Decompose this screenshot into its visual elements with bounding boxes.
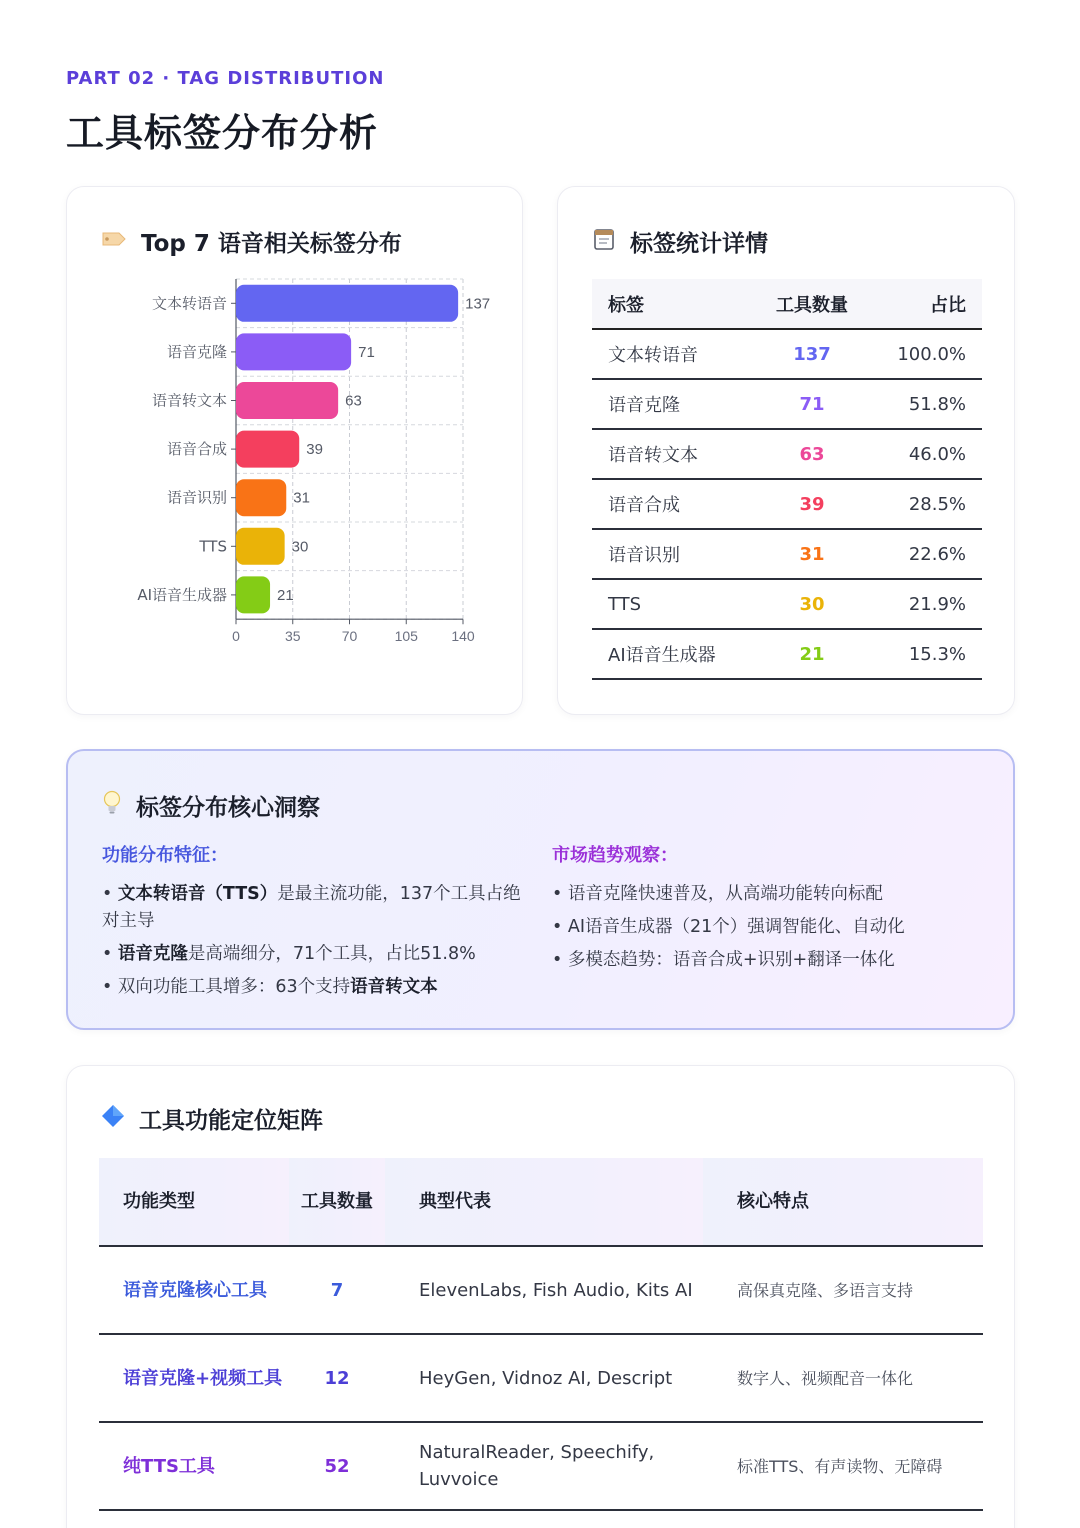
count-cell: 12 <box>289 1334 385 1422</box>
col-header-type: 功能类型 <box>99 1158 289 1246</box>
count-cell: 30 <box>742 579 882 629</box>
diamond-icon <box>101 1104 125 1134</box>
share-cell: 28.5% <box>882 479 982 529</box>
bar <box>236 382 338 419</box>
x-tick-label: 0 <box>232 628 240 645</box>
tag-stats-card <box>557 186 1015 715</box>
count-cell: 137 <box>742 329 882 379</box>
category-label: 文本转语音 <box>151 294 227 313</box>
features-cell: 数字人、视频配音一体化 <box>703 1334 983 1422</box>
value-label: 31 <box>293 489 310 507</box>
x-tick-label: 35 <box>284 628 301 645</box>
section-kicker: PART 02 · TAG DISTRIBUTION <box>66 68 385 89</box>
examples-cell: HeyGen, Vidnoz AI, Descript <box>385 1334 703 1422</box>
col-header-share: 占比 <box>882 279 982 329</box>
insight-right-item: • 多模态趋势：语音合成+识别+翻译一体化 <box>552 950 895 970</box>
col-header-count: 工具数量 <box>742 279 882 329</box>
bar <box>236 576 270 613</box>
share-cell: 22.6% <box>882 529 982 579</box>
x-tick-label: 140 <box>451 628 475 645</box>
bar <box>236 528 285 565</box>
insight-title-text: 标签分布核心洞察 <box>136 795 320 821</box>
share-cell: 100.0% <box>882 329 982 379</box>
insight-left-item: • 文本转语音（TTS）是最主流功能，137个工具占绝对主导 <box>102 884 521 931</box>
table-row <box>592 529 982 579</box>
tag-cell: 语音合成 <box>592 479 742 529</box>
chart-title-text: Top 7 语音相关标签分布 <box>141 231 402 257</box>
matrix-header-row <box>99 1158 983 1246</box>
table-row <box>99 1246 983 1334</box>
tag-distribution-chart-card <box>66 186 523 715</box>
tag-cell: TTS <box>592 579 742 629</box>
clipboard-icon <box>592 227 616 257</box>
count-cell: 21 <box>742 629 882 679</box>
table-row <box>592 429 982 479</box>
stats-header-row <box>592 279 982 329</box>
positioning-matrix-card <box>66 1065 1015 1528</box>
insight-card-title <box>102 789 320 822</box>
insight-right-column <box>552 841 982 980</box>
table-row <box>592 479 982 529</box>
category-label: 语音识别 <box>166 488 227 507</box>
stats-card-title <box>592 225 768 258</box>
count-cell: 63 <box>742 429 882 479</box>
x-tick-label: 105 <box>394 628 418 645</box>
count-cell: 39 <box>742 479 882 529</box>
insight-left-heading: 功能分布特征： <box>102 845 228 866</box>
positioning-matrix-table <box>99 1158 983 1511</box>
bar-chart <box>67 187 524 716</box>
bar <box>236 431 299 468</box>
category-label: 语音合成 <box>166 440 227 459</box>
insight-left-item: • 双向功能工具增多：63个支持语音转文本 <box>102 977 438 997</box>
features-cell: 高保真克隆、多语言支持 <box>703 1246 983 1334</box>
tag-cell: 语音克隆 <box>592 379 742 429</box>
bar <box>236 285 458 322</box>
table-row <box>99 1422 983 1510</box>
table-row <box>592 329 982 379</box>
type-cell: 纯TTS工具 <box>99 1422 289 1510</box>
tag-cell: 语音转文本 <box>592 429 742 479</box>
category-label: 语音克隆 <box>166 342 227 361</box>
type-cell: 语音克隆+视频工具 <box>99 1334 289 1422</box>
matrix-card-title <box>101 1102 323 1135</box>
table-row <box>99 1334 983 1422</box>
bar <box>236 333 351 370</box>
tag-cell: 语音识别 <box>592 529 742 579</box>
bar <box>236 479 286 516</box>
share-cell: 46.0% <box>882 429 982 479</box>
value-label: 30 <box>291 538 309 556</box>
type-cell: 语音克隆核心工具 <box>99 1246 289 1334</box>
matrix-title-text: 工具功能定位矩阵 <box>139 1108 323 1134</box>
value-label: 71 <box>358 343 375 361</box>
value-label: 63 <box>345 392 362 410</box>
page-title: 工具标签分布分析 <box>66 111 379 155</box>
x-tick-label: 70 <box>341 628 358 645</box>
insight-right-item: • AI语音生成器（21个）强调智能化、自动化 <box>552 917 905 937</box>
value-label: 39 <box>306 441 323 459</box>
insight-left-column <box>102 841 532 1007</box>
count-cell: 71 <box>742 379 882 429</box>
col-header-features: 核心特点 <box>703 1158 983 1246</box>
category-label: AI语音生成器 <box>137 585 227 604</box>
examples-cell: ElevenLabs, Fish Audio, Kits AI <box>385 1246 703 1334</box>
category-label: 语音转文本 <box>151 391 227 410</box>
features-cell: 标准TTS、有声读物、无障碍 <box>703 1422 983 1510</box>
table-row <box>592 379 982 429</box>
insight-card <box>66 749 1015 1030</box>
insight-right-heading: 市场趋势观察： <box>552 845 678 866</box>
col-header-count: 工具数量 <box>289 1158 385 1246</box>
count-cell: 7 <box>289 1246 385 1334</box>
col-header-tag: 标签 <box>592 279 742 329</box>
tag-cell: AI语音生成器 <box>592 629 742 679</box>
share-cell: 15.3% <box>882 629 982 679</box>
value-label: 137 <box>465 295 491 313</box>
share-cell: 21.9% <box>882 579 982 629</box>
col-header-examples: 典型代表 <box>385 1158 703 1246</box>
count-cell: 31 <box>742 529 882 579</box>
table-row <box>592 579 982 629</box>
stats-table <box>592 279 982 680</box>
category-label: TTS <box>199 537 227 556</box>
count-cell: 52 <box>289 1422 385 1510</box>
examples-cell: NaturalReader, Speechify, Luvvoice <box>385 1422 703 1510</box>
table-row <box>592 629 982 679</box>
lightbulb-icon <box>102 790 122 822</box>
insight-left-item: • 语音克隆是高端细分，71个工具，占比51.8% <box>102 944 476 964</box>
stats-title-text: 标签统计详情 <box>630 231 768 257</box>
insight-right-item: • 语音克隆快速普及，从高端功能转向标配 <box>552 884 883 904</box>
share-cell: 51.8% <box>882 379 982 429</box>
value-label: 21 <box>277 586 294 604</box>
tag-cell: 文本转语音 <box>592 329 742 379</box>
